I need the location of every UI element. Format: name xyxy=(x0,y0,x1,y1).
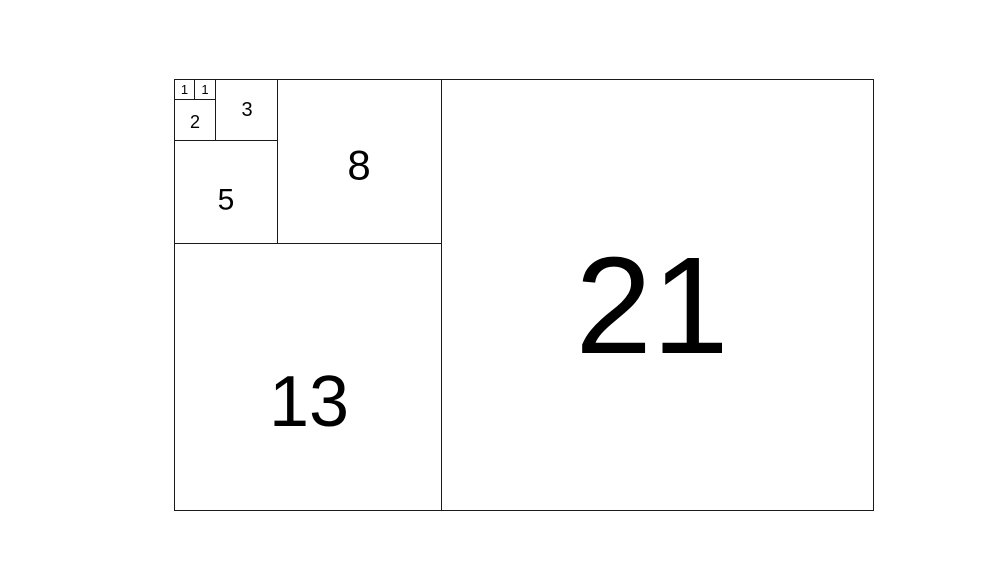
square-1b xyxy=(195,80,216,100)
square-1b-label: 1 xyxy=(201,82,209,97)
square-8 xyxy=(278,80,442,244)
square-8-label: 8 xyxy=(347,141,371,189)
square-13 xyxy=(175,244,442,511)
square-1a-label: 1 xyxy=(180,82,189,97)
square-21-label: 21 xyxy=(575,229,729,383)
square-2 xyxy=(175,100,216,141)
square-5 xyxy=(175,141,278,244)
square-13-label: 13 xyxy=(268,362,350,442)
square-3 xyxy=(216,80,278,141)
square-1a xyxy=(175,80,195,100)
square-3-label: 3 xyxy=(241,99,253,121)
square-5-label: 5 xyxy=(217,183,235,217)
square-2-label: 2 xyxy=(189,112,201,132)
square-21 xyxy=(442,80,874,511)
